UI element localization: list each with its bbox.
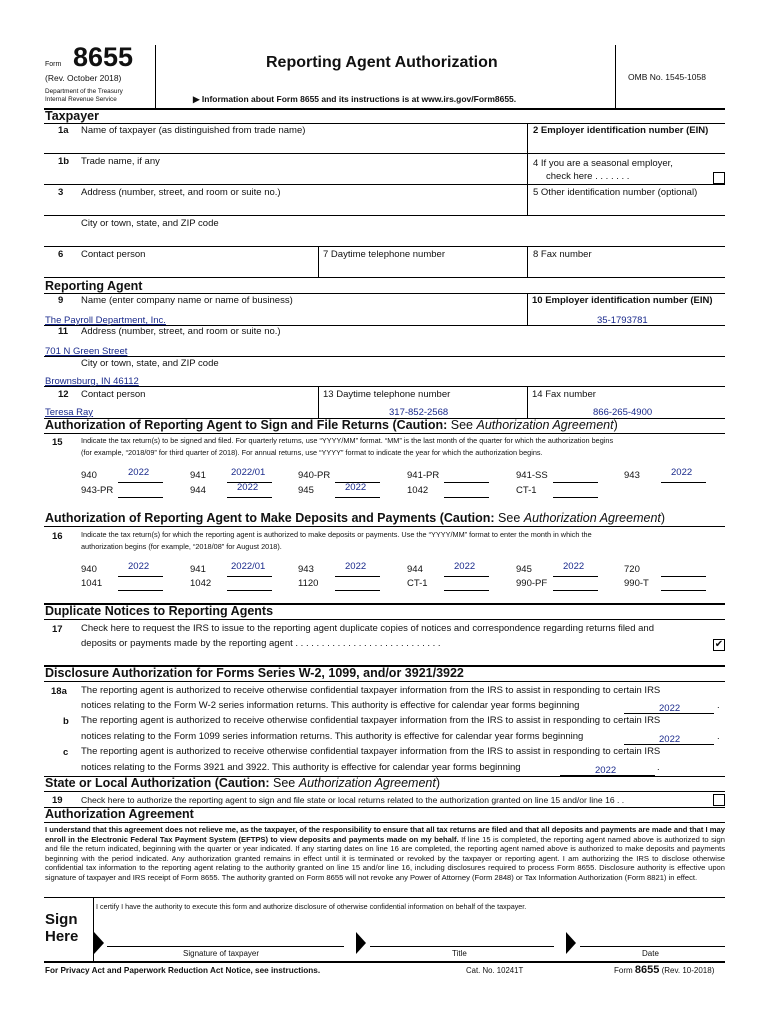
deposit-return-label: 944 — [407, 564, 423, 575]
form-title: Reporting Agent Authorization — [266, 54, 498, 71]
header-rule — [44, 108, 725, 110]
col-divider — [527, 123, 528, 215]
agreement-heading: Authorization Agreement — [45, 807, 194, 821]
line-18a-text2: notices relating to the Form W-2 series information returns. This authority is effective for calendar year forms beginning — [81, 700, 580, 711]
line-18a-text1: The reporting agent is authorized to receive otherwise confidential taxpayer information from the IRS to assist in responding to certain IRS — [81, 685, 661, 696]
rule — [44, 433, 725, 434]
deposit-return-field[interactable] — [118, 576, 163, 577]
sign-file-return-field[interactable] — [444, 497, 489, 498]
line-15-num: 15 — [52, 437, 63, 448]
rule — [44, 386, 725, 387]
sign-file-return-label: 943 — [624, 470, 640, 481]
line-16-text1: Indicate the tax return(s) for which the reporting agent is authorized to make deposits or payments. Use the “YYYY/MM” format to enter the month in which the — [81, 530, 592, 539]
deposit-return-value[interactable]: 2022 — [345, 561, 367, 572]
deposit-return-label: 941 — [190, 564, 206, 575]
line-13-label: 13 Daytime telephone number — [323, 389, 451, 400]
deposit-return-label: 1041 — [81, 578, 103, 589]
line-4-label2: check here . . . . . . . — [546, 171, 630, 182]
line-18c-value[interactable]: 2022 — [595, 765, 617, 776]
agent-phone-value[interactable]: 317-852-2568 — [389, 407, 449, 418]
col-divider — [527, 293, 528, 325]
deposit-return-field[interactable] — [227, 576, 272, 577]
deposit-return-field[interactable] — [444, 576, 489, 577]
sign-file-return-value[interactable]: 2022 — [128, 467, 150, 478]
rule — [44, 277, 725, 278]
line-6-label: Contact person — [81, 249, 146, 260]
sign-file-return-label: 1042 — [407, 485, 429, 496]
line-17-text1: Check here to request the IRS to issue to the reporting agent duplicate copies of notices and correspondence regarding returns filed and — [81, 623, 654, 634]
line-18c-text2: notices relating to the Forms 3921 and 3922. This authority is effective for calendar year forms beginning — [81, 762, 521, 773]
agreement-text: I understand that this agreement does not relieve me, as the taxpayer, of the responsibility to ensure that all tax returns are filed and that all deposits and payments are made and that I may enroll in the Electronic Federal Tax Payment System (EFTPS) to view deposits and payments made on my behalf. If line 15 is completed, the reporting agent named above is authorized to sign and file the return indicated, beginning with the quarter or year indicated. If any starting dates on line 16 are completed, the reporting agent named above is authorized to make deposits and payments beginning with the period indicated. Any authorization granted remains in effect until it is terminated or revoked by the taxpayer or reporting agent. I am authorizing the IRS to disclose otherwise confidential tax information to the reporting agent relating to the authority granted on line 15 and/or line 16, including disclosures required to process Form 8655. Disclosure authority is effective upon signature of taxpayer and IRS receipt of Form 8655. The authority granted on Form 8655 will not revoke any Power of Attorney (Form 2848) or Tax Information Authorization (Form 8821) in effect. — [45, 825, 725, 882]
line-19-num: 19 — [52, 795, 63, 806]
line-19-text: Check here to authorize the reporting agent to sign and file state or local returns related to the authorization granted on line 15 and/or line 16 . . — [81, 795, 625, 805]
sign-file-heading: Authorization of Reporting Agent to Sign and File Returns (Caution: See Authorization Agreement) — [45, 418, 618, 432]
sign-file-return-label: 940-PR — [298, 470, 331, 481]
line-1b-label: Trade name, if any — [81, 156, 160, 167]
sign-file-return-field[interactable] — [553, 482, 598, 483]
line-16-text2: authorization begins (for example, “2018/08” for August 2018). — [81, 542, 282, 551]
form-number: 8655 — [73, 42, 134, 72]
deposit-return-field[interactable] — [335, 576, 380, 577]
sign-file-return-field[interactable] — [118, 497, 163, 498]
line-4-label: 4 If you are a seasonal employer, — [533, 158, 673, 169]
rule — [44, 153, 725, 154]
dept-treasury: Department of the Treasury — [45, 88, 123, 95]
agent-address-value[interactable]: 701 N Green Street — [45, 346, 128, 357]
line-1b-num: 1b — [58, 156, 70, 167]
sign-file-return-label: 943-PR — [81, 485, 114, 496]
sign-file-return-label: 945 — [298, 485, 314, 496]
date-label: Date — [642, 949, 659, 958]
sign-file-return-field[interactable] — [227, 497, 272, 498]
line-18c-text1: The reporting agent is authorized to receive otherwise confidential taxpayer information from the IRS to assist in responding to certain IRS — [81, 746, 661, 757]
deposit-return-field[interactable] — [444, 590, 489, 591]
col-divider — [318, 246, 319, 277]
deposit-return-label: 990-PF — [516, 578, 548, 589]
rule — [44, 246, 725, 247]
line-3-num: 3 — [58, 187, 64, 198]
rule — [44, 293, 725, 294]
sign-file-return-field[interactable] — [118, 482, 163, 483]
deposit-return-value[interactable]: 2022/01 — [231, 561, 266, 572]
sign-file-return-field[interactable] — [444, 482, 489, 483]
rule — [44, 123, 725, 124]
agent-ein-value[interactable]: 35-1793781 — [597, 315, 648, 326]
sign-file-return-label: 941-SS — [516, 470, 548, 481]
taxpayer-city-label: City or town, state, and ZIP code — [81, 218, 219, 229]
cat-number: Cat. No. 10241T — [466, 966, 524, 975]
header-divider-left — [155, 45, 156, 108]
deposit-return-value[interactable]: 2022 — [454, 561, 476, 572]
header-divider-right — [615, 45, 616, 108]
line-15-text2: (for example, “2018/09” for third quarter of 2018). For annual returns, use “YYYY” format to indicate the year for which the authorization begins. — [81, 448, 543, 457]
revision: (Rev. October 2018) — [45, 73, 122, 83]
deposit-return-field[interactable] — [661, 576, 706, 577]
rule — [44, 356, 725, 357]
deposit-return-value[interactable]: 2022 — [563, 561, 585, 572]
line-10-label: 10 Employer identification number (EIN) — [532, 295, 713, 306]
agent-city-value[interactable]: Brownsburg, IN 46112 — [45, 376, 139, 387]
deposit-return-field[interactable] — [661, 590, 706, 591]
deposit-return-field[interactable] — [118, 590, 163, 591]
dept-irs: Internal Revenue Service — [45, 96, 117, 103]
agent-name-value[interactable]: The Payroll Department, Inc. — [45, 315, 166, 326]
deposit-return-label: 943 — [298, 564, 314, 575]
reporting-agent-heading: Reporting Agent — [45, 279, 143, 293]
sign-file-return-value[interactable]: 2022 — [237, 482, 259, 493]
title-label: Title — [452, 949, 467, 958]
date-arrow-icon — [566, 932, 576, 954]
period: . — [717, 700, 720, 711]
sign-file-return-field[interactable] — [661, 482, 706, 483]
sign-file-return-field[interactable] — [335, 497, 380, 498]
line-12-num: 12 — [58, 389, 69, 400]
duplicate-notices-checkbox[interactable]: ✔ — [714, 639, 724, 650]
deposit-return-label: 990-T — [624, 578, 649, 589]
rule — [44, 961, 725, 963]
line-17-num: 17 — [52, 624, 63, 635]
line-1a-label: Name of taxpayer (as distinguished from trade name) — [81, 125, 306, 136]
col-divider — [527, 386, 528, 418]
sign-file-return-field[interactable] — [553, 497, 598, 498]
line-2-label: 2 Employer identification number (EIN) — [533, 125, 709, 136]
line-18b-text2: notices relating to the Form 1099 series information returns. This authority is effective for calendar year forms beginning — [81, 731, 584, 742]
deposit-return-field[interactable] — [335, 590, 380, 591]
line-9-num: 9 — [58, 295, 64, 306]
rule — [44, 526, 725, 527]
period: . — [657, 762, 660, 773]
line-5-label: 5 Other identification number (optional) — [533, 187, 698, 198]
taxpayer-heading: Taxpayer — [45, 109, 99, 123]
deposit-return-label: 1042 — [190, 578, 212, 589]
rule — [44, 897, 725, 898]
sign-here: Sign Here — [45, 911, 79, 945]
deposit-return-field[interactable] — [227, 590, 272, 591]
rule — [44, 822, 725, 823]
footer-form: Form 8655 (Rev. 10-2018) — [614, 964, 715, 976]
col-divider — [527, 246, 528, 277]
sign-file-return-value[interactable]: 2022 — [345, 482, 367, 493]
state-local-checkbox[interactable] — [713, 794, 725, 806]
line-18b-value[interactable]: 2022 — [659, 734, 681, 745]
period: . — [717, 731, 720, 742]
sign-file-return-value[interactable]: 2022 — [671, 467, 693, 478]
rule — [44, 184, 725, 185]
sign-file-return-label: 941-PR — [407, 470, 440, 481]
line-18a-value[interactable]: 2022 — [659, 703, 681, 714]
title-arrow-icon — [356, 932, 366, 954]
line-14-label: 14 Fax number — [532, 389, 596, 400]
line-15-text1: Indicate the tax return(s) to be signed and filed. For quarterly returns, use “YYYY/MM” format. “MM” is the last month of the quarter for which the authorization begins — [81, 436, 614, 445]
title-line[interactable] — [370, 946, 554, 947]
omb-number: OMB No. 1545-1058 — [628, 72, 706, 82]
privacy-notice: For Privacy Act and Paperwork Reduction Act Notice, see instructions. — [45, 966, 321, 975]
line-11-num: 11 — [58, 326, 69, 337]
form-word: Form — [45, 61, 62, 68]
duplicate-heading: Duplicate Notices to Reporting Agents — [45, 604, 274, 618]
line-9-label: Name (enter company name or name of business) — [81, 295, 293, 306]
agent-city-label: City or town, state, and ZIP code — [81, 358, 219, 369]
deposit-return-label: CT-1 — [407, 578, 428, 589]
disclosure-heading: Disclosure Authorization for Forms Series W-2, 1099, and/or 3921/3922 — [45, 666, 464, 680]
rule — [44, 681, 725, 682]
line-17-text2: deposits or payments made by the reporting agent . . . . . . . . . . . . . . . . . . . . . . . . . . . . — [81, 638, 441, 649]
sign-file-return-value[interactable]: 2022/01 — [231, 467, 266, 478]
line-8-label: 8 Fax number — [533, 249, 592, 260]
line-3-label: Address (number, street, and room or suite no.) — [81, 187, 281, 198]
line-18b-text1: The reporting agent is authorized to receive otherwise confidential taxpayer information from the IRS to assist in responding to certain IRS — [81, 715, 661, 726]
seasonal-employer-checkbox[interactable] — [713, 172, 725, 184]
agent-fax-value[interactable]: 866-265-4900 — [593, 407, 653, 418]
line-16-num: 16 — [52, 531, 63, 542]
deposit-return-field[interactable] — [553, 576, 598, 577]
rule — [44, 215, 725, 216]
signature-line[interactable] — [107, 946, 344, 947]
sign-arrow-icon — [94, 932, 104, 954]
rule — [44, 791, 725, 792]
line-18a-underline — [624, 713, 714, 714]
certify-text: I certify I have the authority to execute this form and authorize disclosure of otherwise confidential information on behalf of the taxpayer. — [96, 902, 527, 911]
rule — [44, 619, 725, 620]
signature-label: Signature of taxpayer — [183, 949, 260, 958]
deposit-return-label: 720 — [624, 564, 640, 575]
deposit-return-label: 1120 — [298, 578, 319, 589]
date-line[interactable] — [580, 946, 725, 947]
info-line: ▶ Information about Form 8655 and its instructions is at www.irs.gov/Form8655. — [193, 94, 517, 104]
line-18b-underline — [624, 744, 714, 745]
deposit-return-value[interactable]: 2022 — [128, 561, 150, 572]
line-18b-num: b — [63, 716, 69, 727]
deposit-return-label: 940 — [81, 564, 97, 575]
deposit-return-label: 945 — [516, 564, 532, 575]
deposits-heading: Authorization of Reporting Agent to Make Deposits and Payments (Caution: See Authorization Agreement) — [45, 511, 666, 525]
deposit-return-field[interactable] — [553, 590, 598, 591]
line-18c-num: c — [63, 747, 69, 758]
sign-file-return-label: 944 — [190, 485, 206, 496]
line-12-label: Contact person — [81, 389, 146, 400]
agent-contact-value[interactable]: Teresa Ray — [45, 407, 94, 418]
line-1a-num: 1a — [58, 125, 69, 136]
line-7-label: 7 Daytime telephone number — [323, 249, 445, 260]
sign-file-return-label: 941 — [190, 470, 206, 481]
state-heading: State or Local Authorization (Caution: See Authorization Agreement) — [45, 776, 441, 790]
sign-file-return-label: CT-1 — [516, 485, 537, 496]
line-6-num: 6 — [58, 249, 64, 260]
line-18a-num: 18a — [51, 686, 67, 697]
col-divider — [318, 386, 319, 418]
sign-file-return-label: 940 — [81, 470, 97, 481]
line-11-label: Address (number, street, and room or suite no.) — [81, 326, 281, 337]
